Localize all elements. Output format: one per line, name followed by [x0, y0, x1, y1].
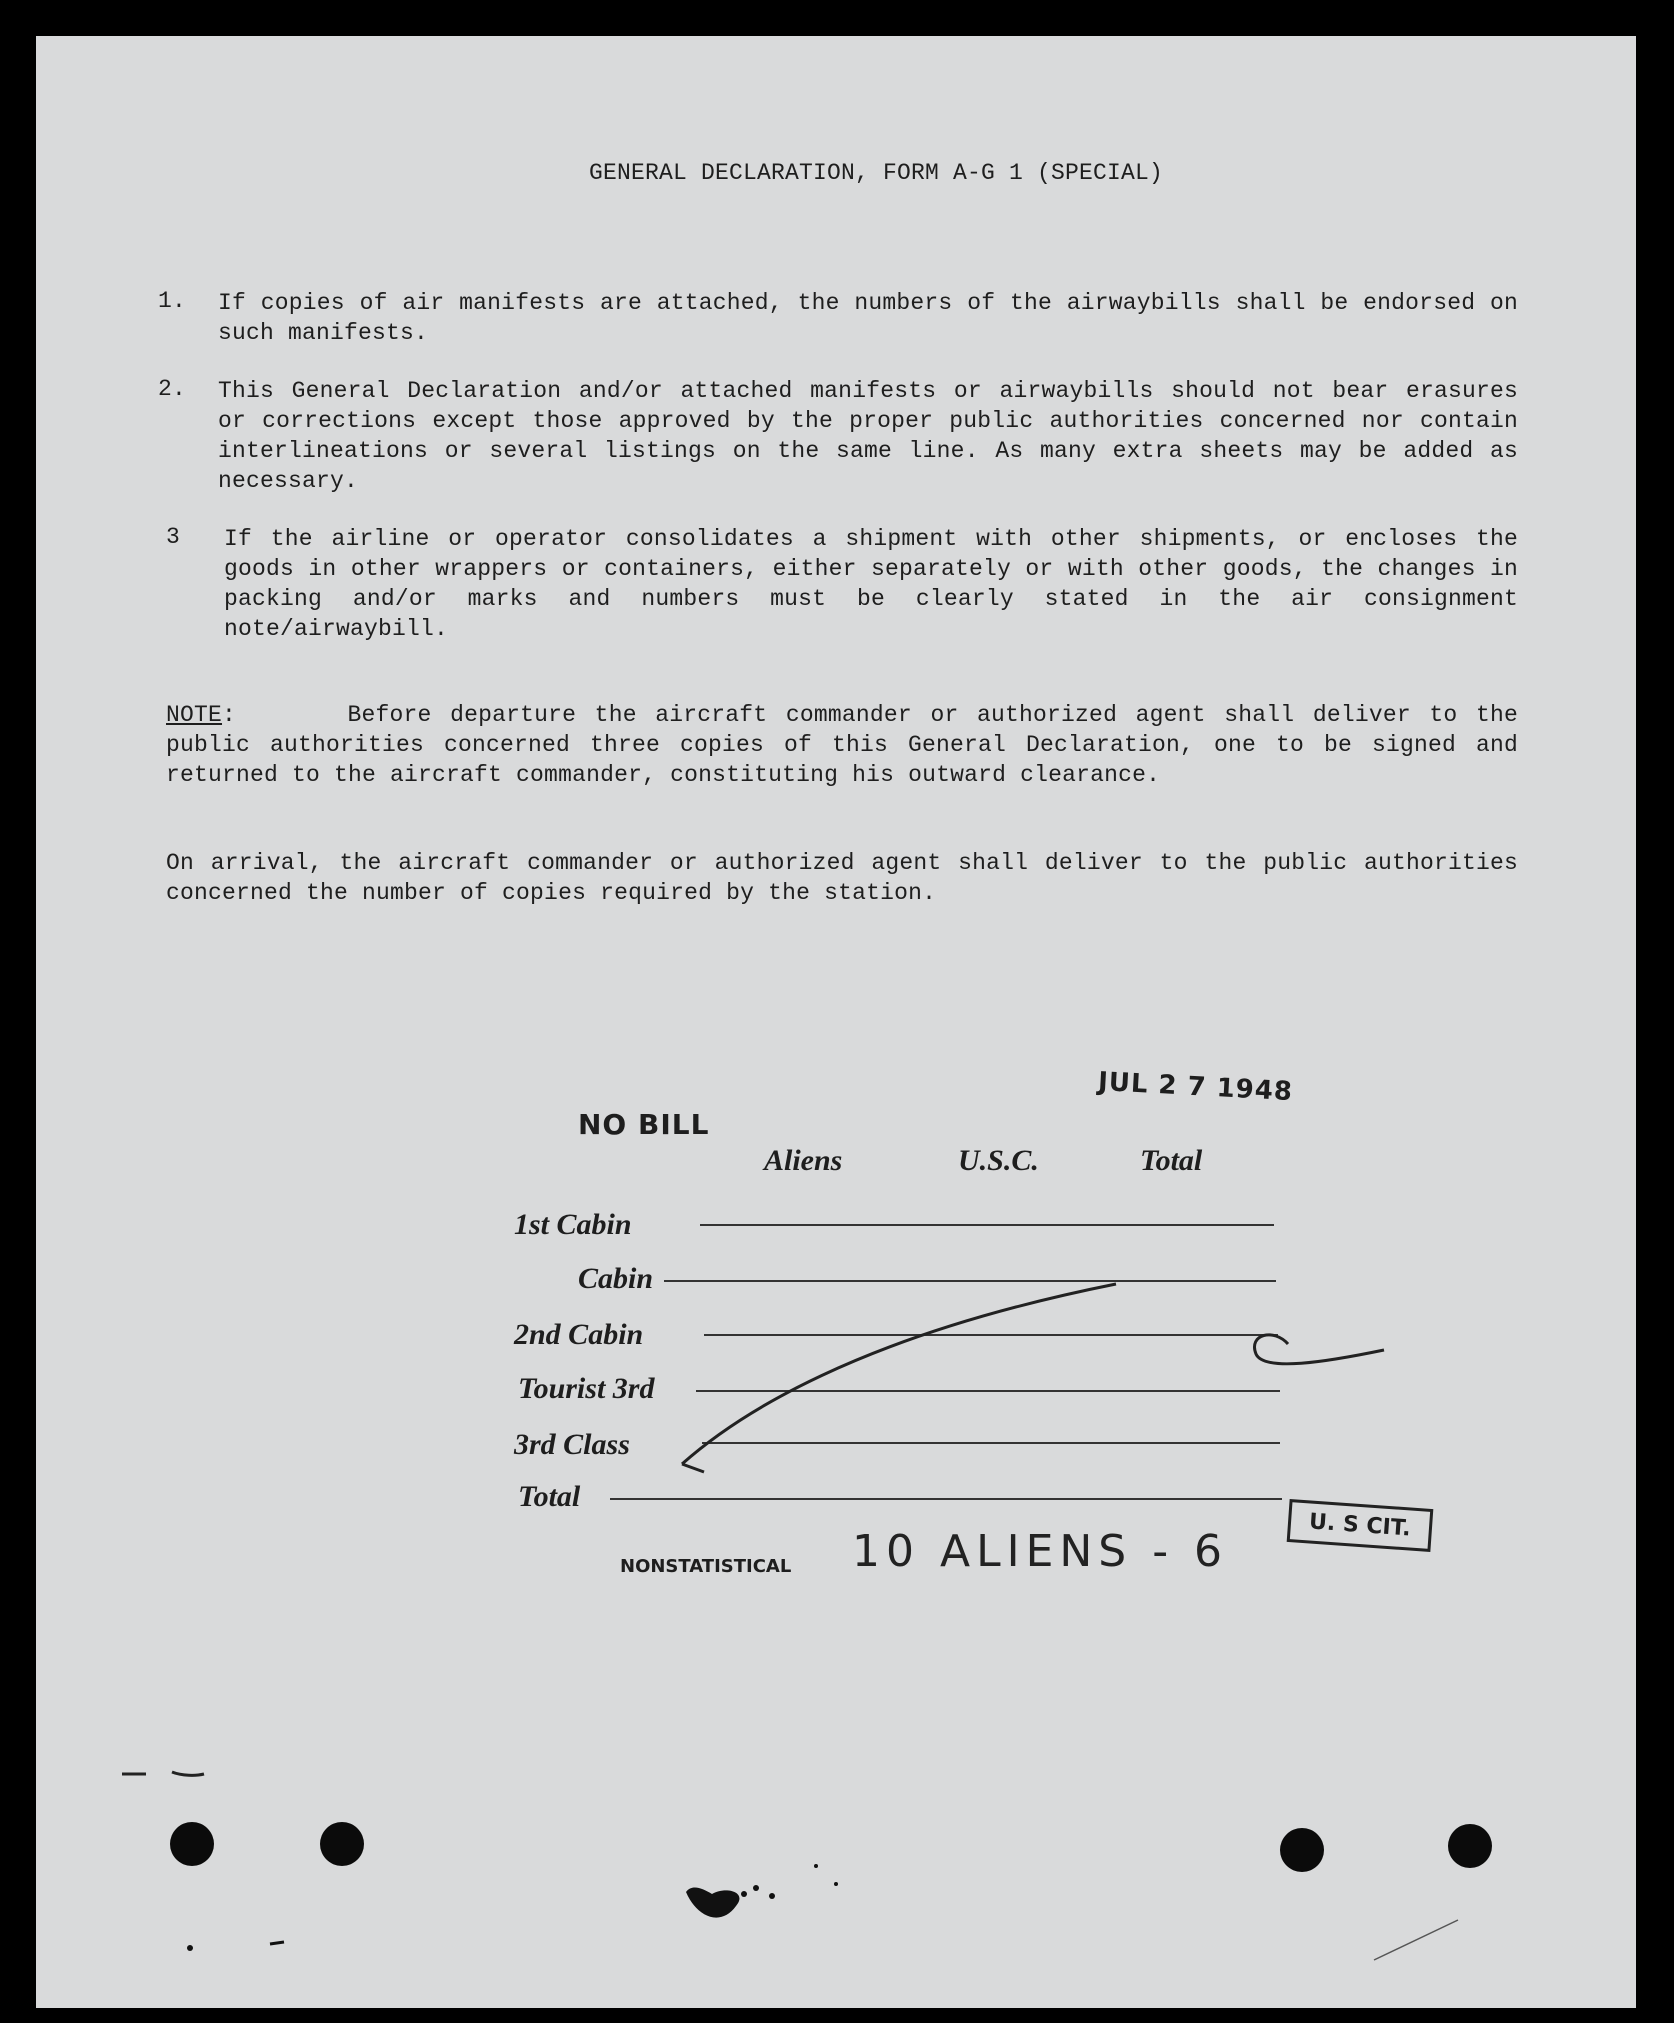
punch-hole: [1448, 1824, 1492, 1868]
nonstatistical-stamp: NONSTATISTICAL: [620, 1556, 792, 1577]
form-title: GENERAL DECLARATION, FORM A-G 1 (SPECIAL): [588, 160, 1164, 186]
item-text: If the airline or operator consolidates a shipment with other shipments, or encloses the goods in other wrappers or containers, either separately or with other goods, the changes in packing and/or marks and numbers must be clearly stated in the air consignment note/airwaybill.: [224, 526, 1518, 642]
item-number: 3: [166, 524, 181, 550]
date-stamp: JUL 2 7 1948: [1097, 1066, 1294, 1108]
diagonal-pen-stroke: [682, 1284, 1116, 1464]
row-second-cabin: 2nd Cabin: [514, 1318, 644, 1351]
note-text: Before departure the aircraft commander or authorized agent shall deliver to the public authorities concerned three copies of this General Declaration, one to be signed and returned to the aircraft commander, constituting his outward clearance.: [166, 702, 1518, 788]
document-page: [36, 36, 1636, 2008]
punch-hole: [170, 1822, 214, 1866]
row-total: Total: [518, 1480, 581, 1513]
handwritten-aliens-note: 10 ALIENS - 6: [852, 1526, 1229, 1577]
row-tourist-third: Tourist 3rd: [518, 1372, 655, 1405]
item-number: 2.: [158, 376, 187, 402]
note-colon: :: [222, 702, 237, 728]
row-third-class: 3rd Class: [514, 1428, 630, 1461]
scribble-mark: [122, 1772, 204, 1775]
column-total: Total: [1140, 1144, 1203, 1177]
handwritten-2-mark: [1255, 1335, 1384, 1364]
item-text: This General Declaration and/or attached manifests or airwaybills should not bear erasures or corrections except those approved by the proper public authorities concerned nor contain interlineations or several listings on the same line. As many extra sheets may be added as necessary.: [218, 378, 1518, 494]
column-aliens: Aliens: [764, 1144, 843, 1177]
row-first-cabin: 1st Cabin: [514, 1208, 632, 1241]
column-usc: U.S.C.: [958, 1144, 1039, 1177]
row-cabin: Cabin: [578, 1262, 654, 1295]
arrival-paragraph: On arrival, the aircraft commander or authorized agent shall deliver to the public authorities concerned the number of copies required by the station.: [166, 850, 1518, 906]
ink-blot: [686, 1888, 739, 1918]
punch-hole: [1280, 1828, 1324, 1872]
no-bill-stamp: NO BILL: [578, 1108, 710, 1141]
item-number: 1.: [158, 288, 187, 314]
note-label: NOTE: [166, 702, 223, 728]
us-cit-stamp: U. S CIT.: [1287, 1499, 1433, 1552]
pen-marks: [36, 36, 1636, 2008]
pen-hook: [682, 1464, 704, 1472]
punch-hole: [320, 1822, 364, 1866]
item-text: If copies of air manifests are attached, the numbers of the airwaybills shall be endorsed on such manifests.: [218, 290, 1518, 346]
